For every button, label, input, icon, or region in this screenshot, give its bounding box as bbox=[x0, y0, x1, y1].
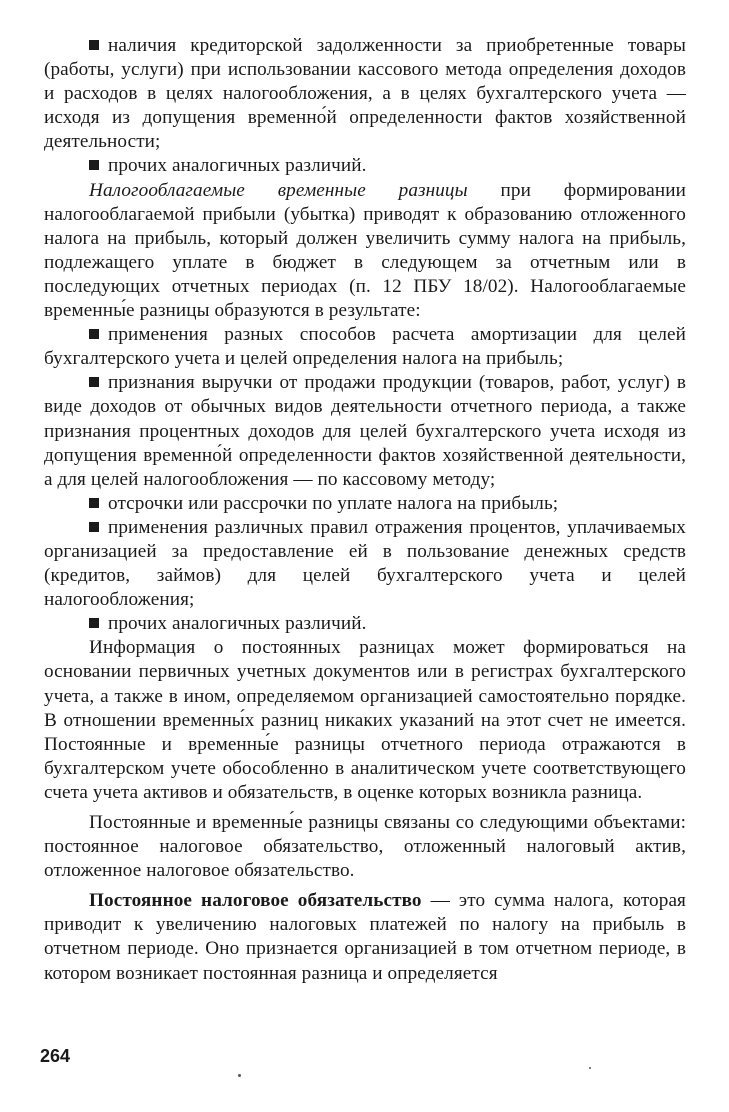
bullet-square-icon bbox=[89, 160, 99, 170]
page-number: 264 bbox=[40, 1046, 71, 1066]
paragraph bbox=[44, 179, 686, 324]
paragraph-text: — это сумма налога, которая приводит к увеличению налоговых платежей по налогу на прибыль в отчетном периоде. Оно признается организацией в том отчетном периоде, в котором возникает постоянная разница и определяется bbox=[44, 890, 686, 984]
scan-speck bbox=[589, 1067, 591, 1069]
scan-speck bbox=[238, 1074, 241, 1077]
bullet-square-icon bbox=[89, 618, 99, 628]
italic-term: Налогооблагаемые временные разницы bbox=[89, 179, 468, 201]
paragraph-text: при формировании налогооблагаемой прибыли (убытка) приводят к образованию отложенного налога на прибыль, который должен увеличить сумму налога на прибыль, подлежащего уплате в бюджет в следующем за отчетным или в последующих отчетных периодах (п. 12 ПБУ 18/02). Налогооблагаемые временны́е разницы образуются в результате: bbox=[44, 179, 686, 322]
bullet-square-icon bbox=[89, 377, 99, 387]
bullet-text: признания выручки от продажи продукции (товаров, работ, услуг) в виде доходов от обычных видов деятельности отчетного периода, а также признания процентных доходов для целей бухгалтерского учета исходя из допущения временно́й определенности фактов хозяйственной деятельности, а для целей налогообложения — по кассовому методу; bbox=[44, 372, 686, 490]
paragraph: Информация о постоянных разницах может формироваться на основании первичных учетных документов или в регистрах бухгалтерского учета, а также в ином, определяемом организацией самостоятельно порядке. В отношении временны́х разниц никаких указаний на этот счет не имеется. Постоянные и временны́е разницы отчетного периода отражаются в бухгалтерском учете обособленно в аналитическом учете соответствующего счета учета активов и обязательств, в оценке которых возникла разница. bbox=[44, 637, 686, 803]
bullet-item bbox=[44, 371, 686, 491]
paragraph: Постоянные и временны́е разницы связаны со следующими объектами: постоянное налоговое обязательство, отложенный налоговый актив, отложенное налоговое обязательство. bbox=[44, 812, 686, 882]
bullet-item bbox=[44, 154, 686, 178]
bullet-square-icon bbox=[89, 522, 99, 532]
bullet-item bbox=[44, 516, 686, 612]
bullet-text: прочих аналогичных различий. bbox=[108, 155, 367, 177]
bullet-item bbox=[44, 34, 686, 154]
bullet-text: применения разных способов расчета амортизации для целей бухгалтерского учета и целей определения налога на прибыль; bbox=[44, 324, 686, 370]
bullet-item bbox=[44, 323, 686, 371]
bullet-item bbox=[44, 492, 686, 516]
bullet-square-icon bbox=[89, 498, 99, 508]
bold-term: Постоянное налоговое обязательство bbox=[89, 890, 422, 912]
bullet-item bbox=[44, 612, 686, 636]
bullet-square-icon bbox=[89, 40, 99, 50]
bullet-square-icon bbox=[89, 329, 99, 339]
page-body bbox=[44, 34, 686, 986]
paragraph bbox=[44, 889, 686, 985]
bullet-text: отсрочки или рассрочки по уплате налога на прибыль; bbox=[108, 492, 559, 514]
bullet-text: применения различных правил отражения процентов, уплачиваемых организацией за предоставление ей в пользование денежных средств (кредитов, займов) для целей бухгалтерского учета и целей налогообложения; bbox=[44, 516, 686, 611]
bullet-text: наличия кредиторской задолженности за приобретенные товары (работы, услуги) при использовании кассового метода определения доходов и расходов в целях налогообложения, а в целях бухгалтерского учета — исходя из допущения временно́й определенности фактов хозяйственной деятельности; bbox=[44, 35, 686, 153]
bullet-text: прочих аналогичных различий. bbox=[108, 613, 367, 635]
